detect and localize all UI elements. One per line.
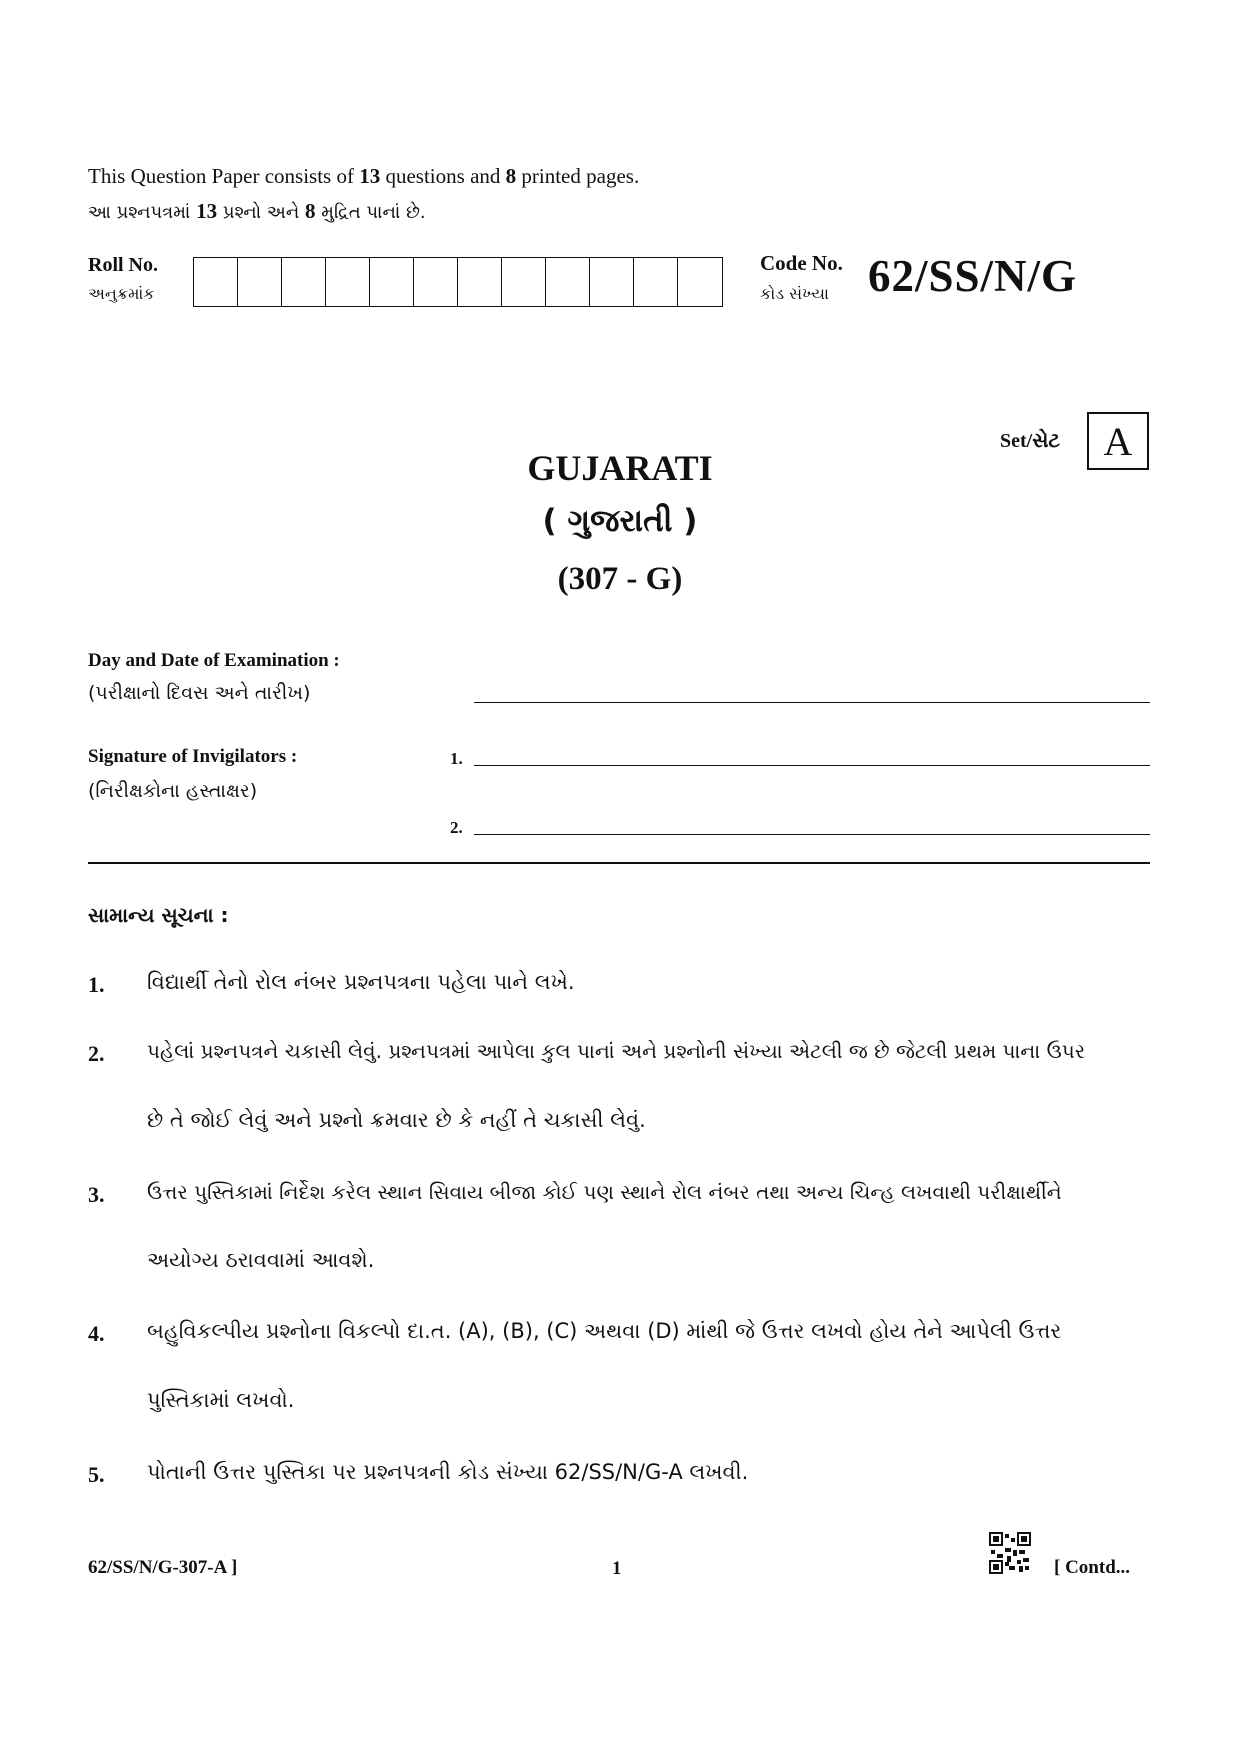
instruction-text: બહુવિકલ્પીય પ્રશ્નોના વિકલ્પો દા.ત. (A), (B), (C) અથવા (D) માંથી જે ઉત્તર લખવો હોય તેને આપેલી ઉત્તર xyxy=(147,1319,1062,1343)
roll-no-digit-box[interactable] xyxy=(370,258,414,306)
code-no-label: Code No. xyxy=(760,251,843,275)
questions-count: 13 xyxy=(359,164,381,188)
roll-no-digit-box[interactable] xyxy=(590,258,634,306)
roll-no-digit-box[interactable] xyxy=(458,258,502,306)
roll-no-digit-box[interactable] xyxy=(502,258,546,306)
instruction-text: વિદ્યાર્થી તેનો રોલ નંબર પ્રશ્નપત્રના પહેલા પાને લખે. xyxy=(147,970,575,994)
signature-number-2: 2. xyxy=(450,818,463,837)
paper-info-text-gu: મુદ્રિત પાનાં છે. xyxy=(321,202,426,223)
instruction-number: 1. xyxy=(88,972,105,997)
paper-info-text: printed pages. xyxy=(521,164,640,188)
instruction-number: 4. xyxy=(88,1321,105,1346)
roll-no-label: Roll No. xyxy=(88,254,158,276)
roll-no-boxes[interactable] xyxy=(193,257,723,307)
instruction-number: 5. xyxy=(88,1462,105,1487)
roll-no-digit-box[interactable] xyxy=(678,258,722,306)
instruction-text: ઉત્તર પુસ્તિકામાં નિર્દેશ કરેલ સ્થાન સિવાય બીજા કોઈ પણ સ્થાને રોલ નંબર તથા અન્ય ચિન્હ લખવાથી પરીક્ષાર્થીને xyxy=(147,1180,1062,1204)
paper-info-text: questions and xyxy=(385,164,501,188)
roll-no-digit-box[interactable] xyxy=(634,258,678,306)
paper-info-line-en xyxy=(88,164,639,189)
footer-paper-code: 62/SS/N/G-307-A ] xyxy=(88,1557,238,1578)
questions-count-gu: 13 xyxy=(196,199,218,223)
signature-line-1[interactable] xyxy=(474,765,1150,766)
instruction-number: 3. xyxy=(88,1182,105,1207)
pages-count-gu: 8 xyxy=(305,199,316,223)
roll-no-digit-box[interactable] xyxy=(326,258,370,306)
instruction-text: છે તે જોઈ લેવું અને પ્રશ્નો ક્રમવાર છે કે નહીં તે ચકાસી લેવું. xyxy=(147,1108,646,1132)
subject-title: GUJARATI xyxy=(527,448,713,488)
exam-date-line[interactable] xyxy=(474,702,1150,703)
signature-line-2[interactable] xyxy=(474,834,1150,835)
set-label: Set/સેટ xyxy=(1000,430,1061,452)
instructions-heading: સામાન્ય સૂચના : xyxy=(88,903,229,927)
paper-info-text-gu: આ પ્રશ્નપત્રમાં xyxy=(88,202,191,223)
instruction-text: પુસ્તિકામાં લખવો. xyxy=(147,1388,295,1412)
paper-info-text: This Question Paper consists of xyxy=(88,164,354,188)
roll-no-label-gu: અનુક્રમાંક xyxy=(88,284,155,303)
pages-count: 8 xyxy=(505,164,517,188)
instruction-number: 2. xyxy=(88,1041,105,1066)
invigilator-signature-label: Signature of Invigilators : xyxy=(88,746,298,767)
roll-no-digit-box[interactable] xyxy=(414,258,458,306)
invigilator-signature-label-gu: (નિરીક્ષકોના હસ્તાક્ષર) xyxy=(88,780,258,802)
roll-no-digit-box[interactable] xyxy=(546,258,590,306)
signature-number-1: 1. xyxy=(450,749,463,768)
section-divider xyxy=(88,862,1150,864)
subject-code: (307 - G) xyxy=(557,561,683,597)
set-value-box: A xyxy=(1087,412,1149,470)
roll-no-digit-box[interactable] xyxy=(282,258,326,306)
roll-no-digit-box[interactable] xyxy=(238,258,282,306)
instruction-text: પહેલાં પ્રશ્નપત્રને ચકાસી લેવું. પ્રશ્નપત્રમાં આપેલા કુલ પાનાં અને પ્રશ્નોની સંખ્યા એટલી જ છે જેટલી પ્રથમ પાના ઉપર xyxy=(147,1039,1086,1063)
instruction-text: અયોગ્ય ઠરાવવામાં આવશે. xyxy=(147,1248,375,1272)
instruction-text: પોતાની ઉત્તર પુસ્તિકા પર પ્રશ્નપત્રની કોડ સંખ્યા 62/SS/N/G-A લખવી. xyxy=(147,1460,749,1484)
paper-info-text-gu: પ્રશ્નો અને xyxy=(222,202,300,223)
paper-info-line-gu xyxy=(88,199,426,224)
page-number: 1 xyxy=(612,1558,622,1579)
qr-code-icon xyxy=(989,1532,1031,1574)
subject-title-gu: ( ગુજરાતી ) xyxy=(542,503,698,539)
code-no-label-gu: કોડ સંખ્યા xyxy=(760,284,829,303)
exam-date-label-gu: (પરીક્ષાનો દિવસ અને તારીખ) xyxy=(88,682,311,704)
exam-date-label: Day and Date of Examination : xyxy=(88,650,340,671)
continued-label: [ Contd... xyxy=(1054,1557,1131,1578)
roll-no-digit-box[interactable] xyxy=(194,258,238,306)
code-no-value: 62/SS/N/G xyxy=(868,251,1078,301)
